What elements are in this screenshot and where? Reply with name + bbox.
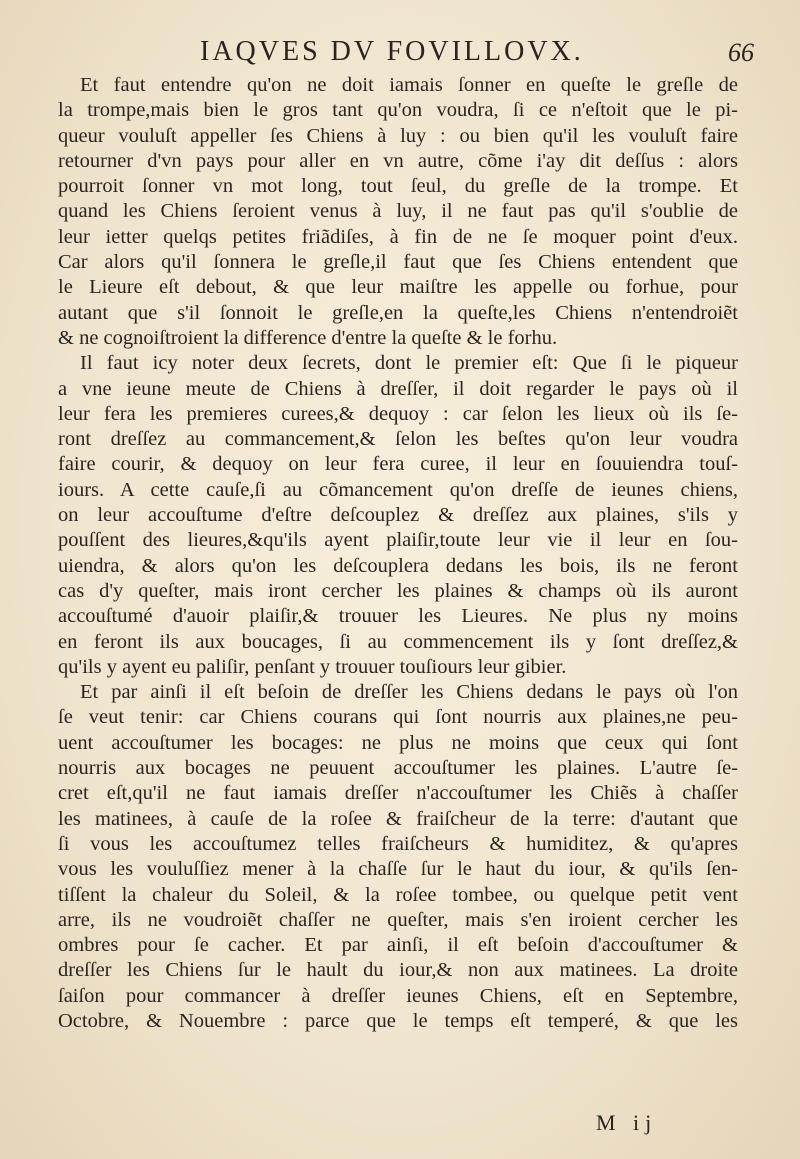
text-line: Et par ainſi il eſt beſoin de dreſſer les Chiens dedans le pays où l'on [80, 681, 738, 704]
page-header [0, 36, 800, 76]
signature-mark: M ij [596, 1110, 658, 1135]
text-line: ſaiſon pour commancer à dreſſer ieunes Chiens, eſt en Septembre, [58, 984, 738, 1007]
running-title: IAQVES DV FOVILLOVX. [200, 36, 584, 67]
text-line: qu'ils y ayent eu paliſir, penſant y trouuer touſiours leur gibier. [58, 655, 567, 678]
text-line: retourner d'vn pays pour aller en vn autre, cõme i'ay dit deſſus : alors [58, 149, 738, 172]
page-number: 66 [728, 38, 754, 67]
body-text [58, 73, 738, 1034]
text-line: nourris aux bocages ne peuuent accouſtumer les plaines. L'autre ſe- [58, 757, 738, 780]
text-line: tiſſent la chaleur du Soleil, & la roſee tombee, ou quelque petit vent [58, 883, 738, 906]
text-line: autant que s'il ſonnoit le greſle,en la queſte,les Chiens n'entendroiẽt [58, 301, 738, 324]
text-line: on leur accouſtume d'eſtre deſcouplez & dreſſez aux plaines, s'ils y [58, 504, 738, 527]
text-line: uent accouſtumer les bocages: ne plus ne moins que ceux qui ſont [58, 731, 738, 754]
text-line: leur fera les premieres curees,& dequoy : car ſelon les lieux où ils ſe- [58, 402, 738, 425]
text-line: faire courir, & dequoy on leur fera curee, il leur en ſouuiendra touſ- [58, 453, 738, 476]
text-line: leur ietter quelqs petites friãdiſes, à fin de ne ſe moquer point d'eux. [58, 225, 738, 248]
text-line: ombres pour ſe cacher. Et par ainſi, il eſt beſoin d'accouſtumer & [58, 934, 738, 957]
text-line: arre, ils ne voudroiẽt chaſſer ne queſter, mais s'en iroient cercher les [58, 908, 738, 931]
text-line: ront dreſſez au commancement,& ſelon les beſtes qu'on leur voudra [58, 428, 738, 451]
text-line: vous les vouluſſiez mener à la chaſſe ſur le haut du iour, & qu'ils ſen- [58, 858, 738, 881]
text-line: a vne ieune meute de Chiens à dreſſer, il doit regarder le pays où il [58, 377, 738, 400]
text-line: la trompe,mais bien le gros tant qu'on voudra, ſi ce n'eſtoit que le pi- [58, 99, 738, 122]
text-line: Car alors qu'il ſonnera le greſle,il faut que ſes Chiens entendent que [58, 251, 738, 274]
text-line: pourroit ſonner vn mot long, tout ſeul, du greſle de la trompe. Et [58, 175, 738, 198]
text-line: le Lieure eſt debout, & que leur maiſtre les appelle ou forhue, pour [58, 276, 738, 299]
text-line: les matinees, à cauſe de la roſee & fraiſcheur de la terre: d'autant que [58, 807, 738, 830]
text-line: Octobre, & Nouembre : parce que le temps eſt temperé, & que les [58, 1009, 738, 1032]
text-line: pouſſent des lieures,&qu'ils ayent plaiſir,toute leur vie il leur en ſou- [58, 529, 738, 552]
text-line: ſe veut tenir: car Chiens courans qui ſont nourris aux plaines,ne peu- [58, 706, 738, 729]
text-line: Et faut entendre qu'on ne doit iamais ſonner en queſte le greſle de [80, 74, 738, 96]
text-line: cas d'y queſter, mais iront cercher les plaines & champs où ils auront [58, 579, 738, 602]
text-line: dreſſer les Chiens ſur le hault du iour,& non aux matinees. La droite [58, 959, 738, 982]
text-line: Il faut icy noter deux ſecrets, dont le premier eſt: Que ſi le piqueur [80, 352, 738, 375]
text-line: ſi vous les accouſtumez telles fraiſcheurs & humiditez, & qu'apres [58, 832, 738, 855]
text-line: queur vouluſt appeller ſes Chiens à luy : ou bien qu'il les vouluſt faire [58, 124, 738, 147]
text-line: iours. A cette cauſe,ſi au cõmancement qu'on dreſſe de ieunes chiens, [58, 478, 738, 501]
text-line: uiendra, & alors qu'on les deſcouplera dedans les bois, ils ne feront [58, 554, 738, 577]
text-line: quand les Chiens ſeroient venus à luy, il ne faut pas qu'il s'oublie de [58, 200, 738, 223]
text-line: cret eſt,qu'il ne faut iamais dreſſer n'accouſtumer les Chiẽs à chaſſer [58, 782, 738, 805]
text-line: accouſtumé d'auoir plaiſir,& trouuer les Lieures. Ne plus ny moins [58, 605, 738, 628]
text-line: en feront ils aux boucages, ſi au commencement ils y ſont dreſſez,& [58, 630, 738, 653]
text-line: & ne cognoiſtroient la difference d'entre la queſte & le forhu. [58, 326, 558, 349]
